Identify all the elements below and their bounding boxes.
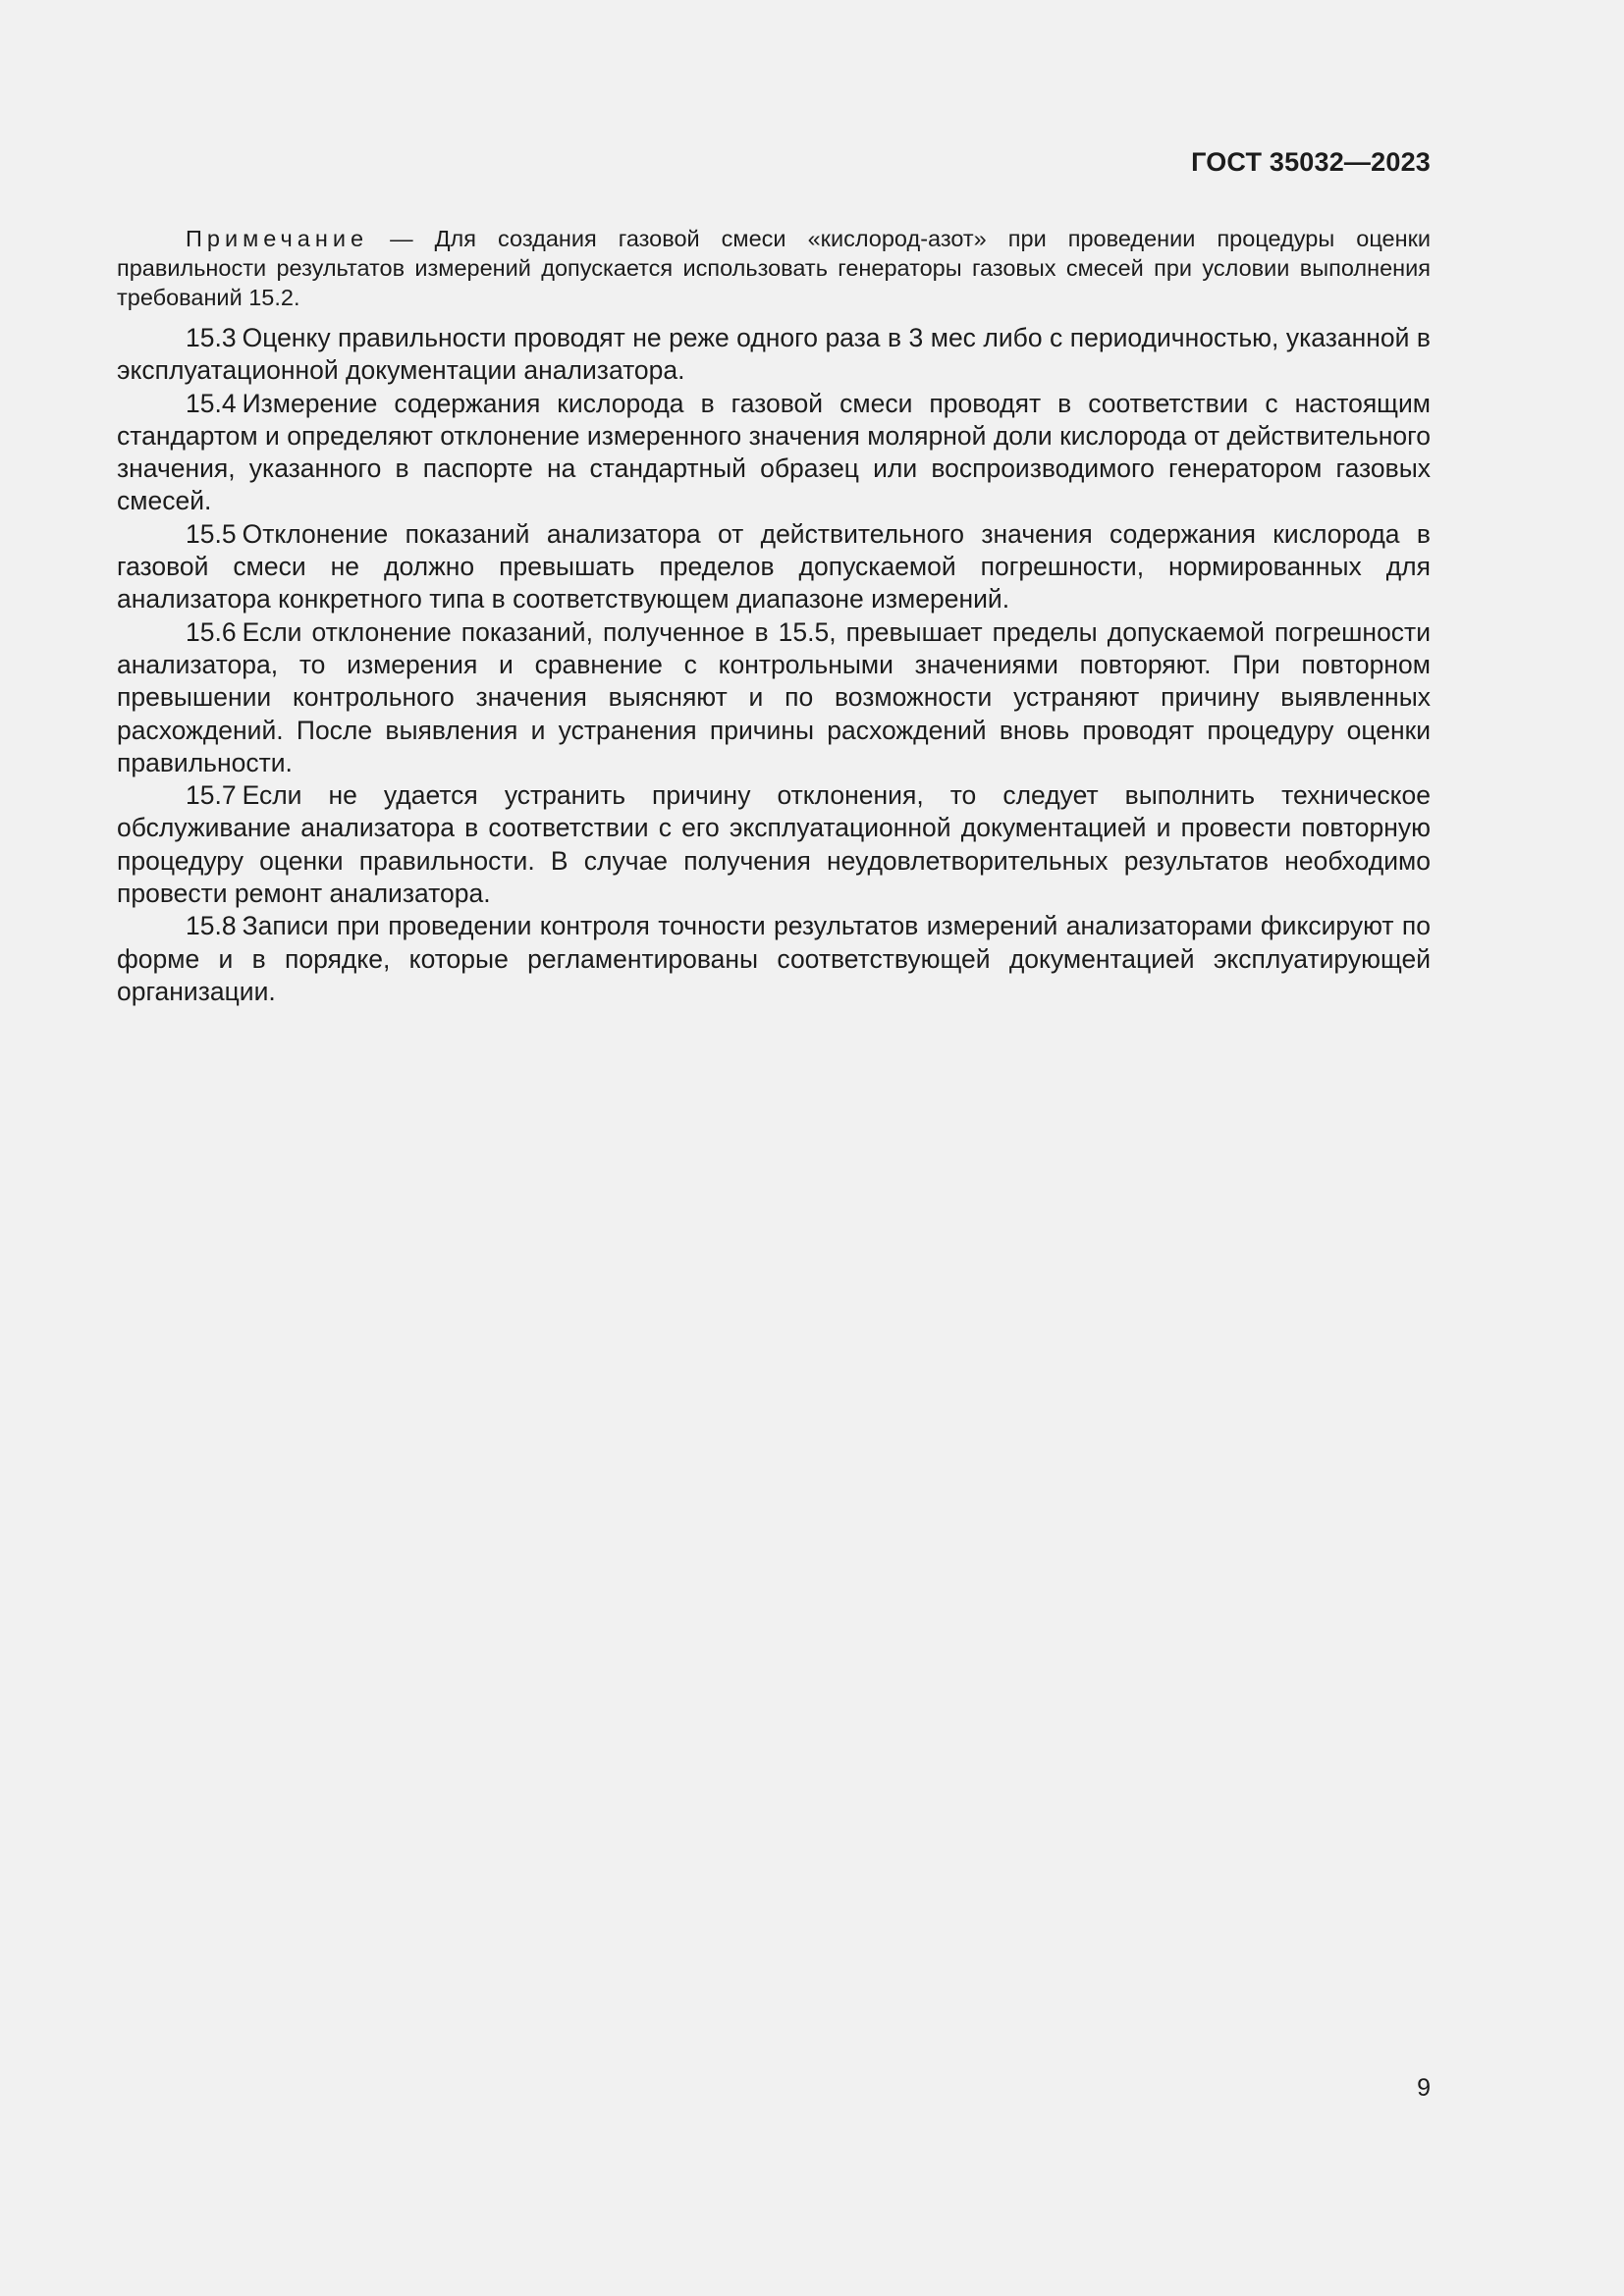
clause-15-4 [117, 388, 1431, 518]
clause-number: 15.4 [186, 388, 237, 418]
clause-15-7 [117, 779, 1431, 910]
clause-15-3 [117, 322, 1431, 388]
clause-number: 15.8 [186, 911, 237, 941]
clause-text: Если не удается устранить причину отклонения, то следует выполнить техническое обслуживание анализатора в соответствии с его эксплуатационной документацией и провести повторную процедуру оценки правильности. В случае получения неудовлетворительных результатов необходимо провести ремонт анализатора. [117, 780, 1431, 909]
document-body [117, 224, 1431, 1008]
standard-code-header: ГОСТ 35032—2023 [1191, 147, 1431, 177]
note-paragraph [117, 224, 1431, 312]
clause-text: Измерение содержания кислорода в газовой смеси проводят в соответствии с настоящим стандартом и определяют отклонение измеренного значения молярной доли кислорода от действительного значения, указанного в паспорте на стандартный образец или воспроизводимого генератором газовых смесей. [117, 388, 1431, 516]
clause-15-6 [117, 616, 1431, 779]
clause-text: Если отклонение показаний, полученное в 15.5, превышает пределы допускаемой погрешности анализатора, то измерения и сравнение с контрольными значениями повторяют. При повторном превышении контрольного значения выясняют и по возможности устраняют причину выявленных расхождений. После выявления и устранения причины расхождений вновь проводят процедуру оценки правильности. [117, 616, 1431, 777]
clause-text: Записи при проведении контроля точности результатов измерений анализаторами фиксируют по форме и в порядке, которые регламентированы соответствующей документацией эксплуатирующей организации. [117, 911, 1431, 1006]
clause-text: Отклонение показаний анализатора от действительного значения содержания кислорода в газовой смеси не должно превышать пределов допускаемой погрешности, нормированных для анализатора конкретного типа в соответствующем диапазоне измерений. [117, 518, 1431, 614]
clause-15-8 [117, 910, 1431, 1008]
clause-number: 15.6 [186, 616, 237, 647]
page-number: 9 [1417, 2074, 1431, 2102]
clause-number: 15.7 [186, 780, 237, 811]
clause-text: Оценку правильности проводят не реже одного раза в 3 мес либо с периодичностью, указанной в эксплуатационной документации анализатора. [117, 323, 1431, 386]
clause-15-5 [117, 518, 1431, 616]
clause-number: 15.3 [186, 323, 237, 352]
note-text: — Для создания газовой смеси «кислород-азот» при проведении процедуры оценки правильности результатов измерений допускается использовать генераторы газовых смесей при условии выполнения требований 15.2. [117, 226, 1431, 310]
clause-number: 15.5 [186, 518, 237, 549]
note-label: Примечание [186, 226, 369, 251]
